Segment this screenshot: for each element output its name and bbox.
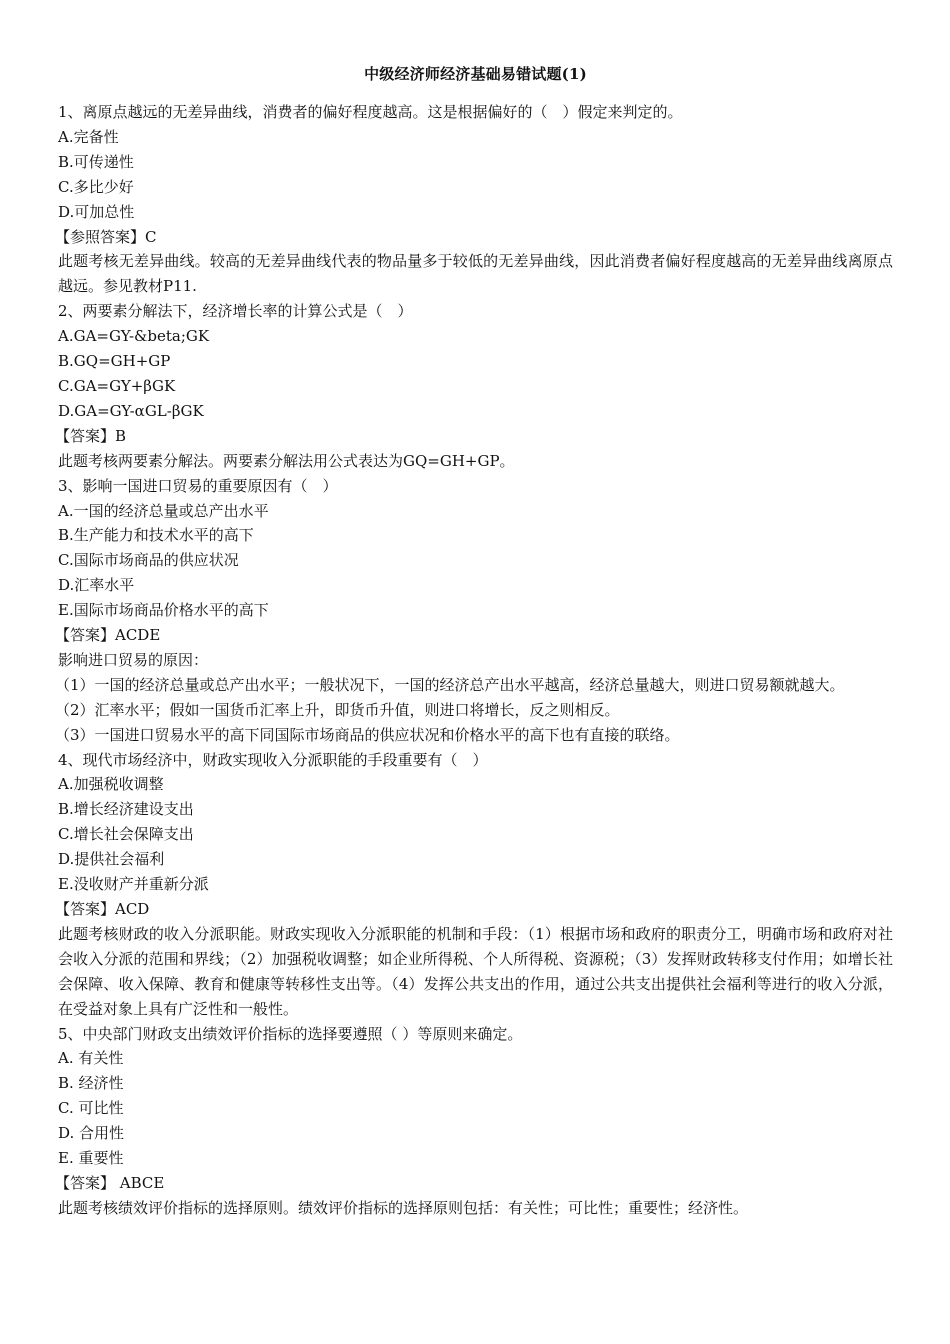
question-4 (55, 748, 893, 1022)
option-c: C.多比少好 (58, 177, 134, 196)
question-2 (55, 299, 893, 473)
question-3 (55, 474, 893, 748)
option-b: B.生产能力和技术水平的高下 (58, 526, 254, 545)
option-a: A. 有关性 (58, 1049, 124, 1068)
explanation: 此题考核财政的收入分派职能。财政实现收入分派职能的机制和手段：（1）根据市场和政府的职责分工，明确市场和政府对社会收入分派的范围和界线；（2）加强税收调整；如企业所得税、个人所得税、资源税；（3）发挥财政转移支付作用；如增长社会保障、收入保障、教育和健康等转移性支出等。（4）发挥公共支出的作用，通过公共支出提供社会福利等进行的收入分派，在受益对象上具有广泛性和一般性。 (58, 924, 893, 1018)
explanation-intro: 影响进口贸易的原因： (58, 650, 209, 669)
option-d: D.GA=GY-αGL-βGK (58, 401, 204, 420)
option-d: D.提供社会福利 (58, 850, 165, 869)
option-c: C. 可比性 (58, 1099, 124, 1118)
answer: 【答案】ACDE (55, 626, 161, 645)
document-title: 中级经济师经济基础易错试题(1) (364, 65, 587, 83)
question-stem: 2、两要素分解法下，经济增长率的计算公式是（ ） (58, 302, 413, 321)
option-e: E.没收财产并重新分派 (58, 875, 209, 894)
option-d: D.汇率水平 (58, 576, 135, 595)
explanation: 此题考核绩效评价指标的选择原则。绩效评价指标的选择原则包括：有关性；可比性；重要性；经济性。 (58, 1198, 749, 1217)
question-stem: 3、影响一国进口贸易的重要原因有（ ） (58, 476, 338, 495)
explanation-point-2: （2）汇率水平；假如一国货币汇率上升，即货币升值，则进口将增长，反之则相反。 (55, 700, 620, 719)
option-b: B.GQ=GH+GP (58, 352, 171, 371)
question-stem: 4、现代市场经济中，财政实现收入分派职能的手段重要有（ ） (58, 750, 488, 769)
option-b: B.增长经济建设支出 (58, 800, 194, 819)
question-5 (55, 1022, 893, 1221)
option-c: C.国际市场商品的供应状况 (58, 551, 239, 570)
option-b: B.可传递性 (58, 152, 134, 171)
option-d: D.可加总性 (58, 202, 135, 221)
question-stem: 1、离原点越远的无差异曲线，消费者的偏好程度越高。这是根据偏好的（ ）假定来判定的。 (58, 103, 683, 121)
option-b: B. 经济性 (58, 1074, 124, 1093)
question-1 (55, 100, 893, 299)
option-a: A.GA=GY-&beta;GK (58, 327, 210, 346)
option-c: C.GA=GY+βGK (58, 376, 176, 395)
answer: 【答案】 ABCE (55, 1173, 165, 1192)
question-stem: 5、中央部门财政支出绩效评价指标的选择要遵照（ ）等原则来确定。 (58, 1024, 523, 1043)
explanation: 此题考核两要素分解法。两要素分解法用公式表达为GQ=GH+GP。 (58, 451, 515, 470)
option-e: E. 重要性 (58, 1149, 124, 1168)
answer: 【答案】B (55, 426, 127, 445)
document-page (55, 62, 893, 1221)
answer: 【参照答案】C (55, 227, 157, 246)
explanation-point-1: （1）一国的经济总量或总产出水平；一般状况下，一国的经济总产出水平越高，经济总量越大，则进口贸易额就越大。 (55, 675, 845, 694)
option-c: C.增长社会保障支出 (58, 825, 194, 844)
explanation-point-3: （3）一国进口贸易水平的高下同国际市场商品的供应状况和价格水平的高下也有直接的联络。 (55, 725, 680, 744)
explanation: 此题考核无差异曲线。较高的无差异曲线代表的物品量多于较低的无差异曲线，因此消费者偏好程度越高的无差异曲线离原点越远。参见教材P11. (58, 252, 893, 296)
option-d: D. 合用性 (58, 1124, 125, 1143)
option-a: A.一国的经济总量或总产出水平 (58, 501, 269, 520)
option-e: E.国际市场商品价格水平的高下 (58, 601, 269, 620)
answer: 【答案】ACD (55, 900, 150, 918)
option-a: A.完备性 (58, 127, 119, 146)
option-a: A.加强税收调整 (58, 775, 164, 794)
